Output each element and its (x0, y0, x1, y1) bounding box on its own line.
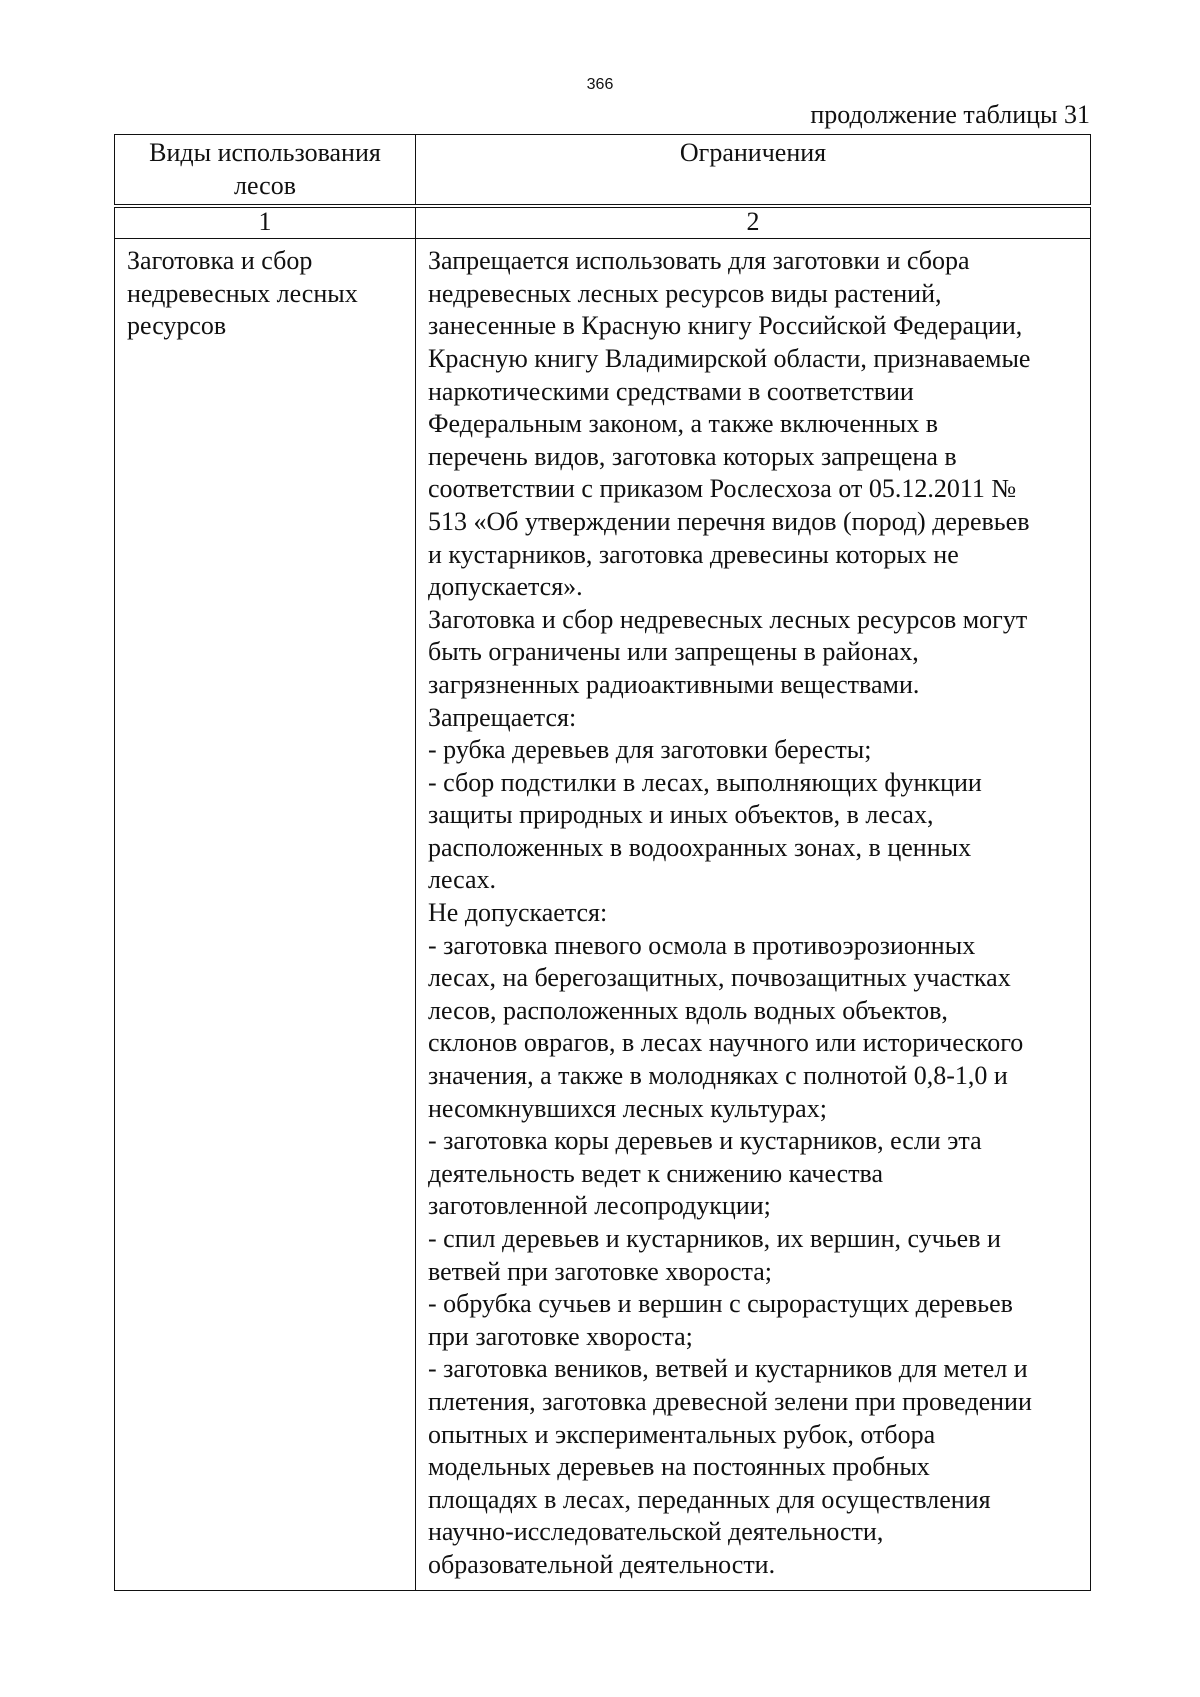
table-header-row (115, 135, 1091, 207)
restriction-line: модельных деревьев на постоянных пробных (428, 1452, 930, 1482)
column-number-1: 1 (115, 206, 416, 239)
restriction-line: загрязненных радиоактивными веществами. (428, 669, 920, 699)
restriction-line: Запрещается использовать для заготовки и сбора (428, 246, 970, 276)
restriction-line: Заготовка и сбор недревесных лесных ресурсов могут (428, 604, 1028, 634)
header-restrictions: Ограничения (416, 135, 1091, 207)
restriction-line: площадях в лесах, переданных для осуществления (428, 1484, 991, 1514)
restriction-line: деятельность ведет к снижению качества (428, 1158, 884, 1188)
restriction-line: недревесных лесных ресурсов виды растений, (428, 278, 942, 308)
restriction-line: защиты природных и иных объектов, в лесах, (428, 800, 934, 830)
restriction-line: научно-исследовательской деятельности, (428, 1517, 884, 1547)
restriction-line: при заготовке хвороста; (428, 1321, 693, 1351)
restriction-line: наркотическими средствами в соответствии (428, 376, 914, 406)
restriction-line: лесах. (428, 865, 497, 895)
restriction-line: - спил деревьев и кустарников, их вершин, сучьев и (428, 1224, 1001, 1253)
restriction-line: ветвей при заготовке хвороста; (428, 1256, 772, 1286)
table-caption: продолжение таблицы 31 (810, 100, 1090, 129)
restriction-line: 513 «Об утверждении перечня видов (пород) деревьев (428, 506, 1030, 536)
use-type-cell (115, 239, 416, 1590)
restriction-line: занесенные в Красную книгу Российской Федерации, (428, 311, 1023, 341)
restriction-line: Запрещается: (428, 702, 577, 732)
restriction-line: лесов, расположенных вдоль водных объектов, (428, 995, 948, 1025)
restriction-line: плетения, заготовка древесной зелени при проведении (428, 1386, 1032, 1416)
restriction-line: - обрубка сучьев и вершин с сырорастущих деревьев (428, 1289, 1013, 1319)
use-type-line: Заготовка и сбор (127, 246, 313, 276)
table-row (115, 239, 1091, 1590)
restriction-line: Федеральным законом, а также включенных в (428, 409, 938, 439)
restriction-line: значения, а также в молодняках с полнотой 0,8-1,0 и (428, 1061, 1008, 1091)
restriction-line: - заготовка веников, ветвей и кустарников для метел и (428, 1354, 1028, 1384)
restriction-line: склонов оврагов, в лесах научного или исторического (428, 1028, 1024, 1058)
restriction-line: расположенных в водоохранных зонах, в ценных (428, 832, 972, 862)
restriction-line: заготовленной лесопродукции; (428, 1191, 771, 1221)
column-number-row (115, 206, 1091, 239)
page-number: 366 (586, 76, 614, 93)
restriction-line: Красную книгу Владимирской области, признаваемые (428, 343, 1031, 373)
restriction-line: допускается». (428, 572, 583, 602)
restriction-line: Не допускается: (428, 898, 608, 928)
restriction-line: и кустарников, заготовка древесины которых не (428, 539, 959, 569)
restriction-line: - рубка деревьев для заготовки бересты; (428, 735, 872, 765)
restriction-line: соответствии с приказом Рослесхоза от 05.12.2011 № (428, 474, 1017, 504)
restriction-line: перечень видов, заготовка которых запрещена в (428, 441, 957, 471)
restriction-line: несомкнувшихся лесных культурах; (428, 1093, 827, 1123)
restrictions-cell (416, 239, 1091, 1590)
restriction-line: образовательной деятельности. (428, 1549, 776, 1579)
column-number-2: 2 (416, 206, 1091, 239)
restriction-line: опытных и экспериментальных рубок, отбора (428, 1419, 936, 1449)
header-use-type: Виды использования лесов (115, 135, 416, 207)
restriction-line: - заготовка коры деревьев и кустарников, если эта (428, 1126, 982, 1156)
use-type-line: ресурсов (127, 311, 227, 341)
restriction-line: быть ограничены или запрещены в районах, (428, 637, 919, 667)
restriction-line: лесах, на берегозащитных, почвозащитных участках (428, 963, 1011, 993)
restrictions-table (114, 134, 1091, 1591)
restriction-line: - сбор подстилки в лесах, выполняющих функции (428, 767, 982, 797)
use-type-line: недревесных лесных (127, 278, 358, 308)
restriction-line: - заготовка пневого осмола в противоэрозионных (428, 930, 976, 960)
